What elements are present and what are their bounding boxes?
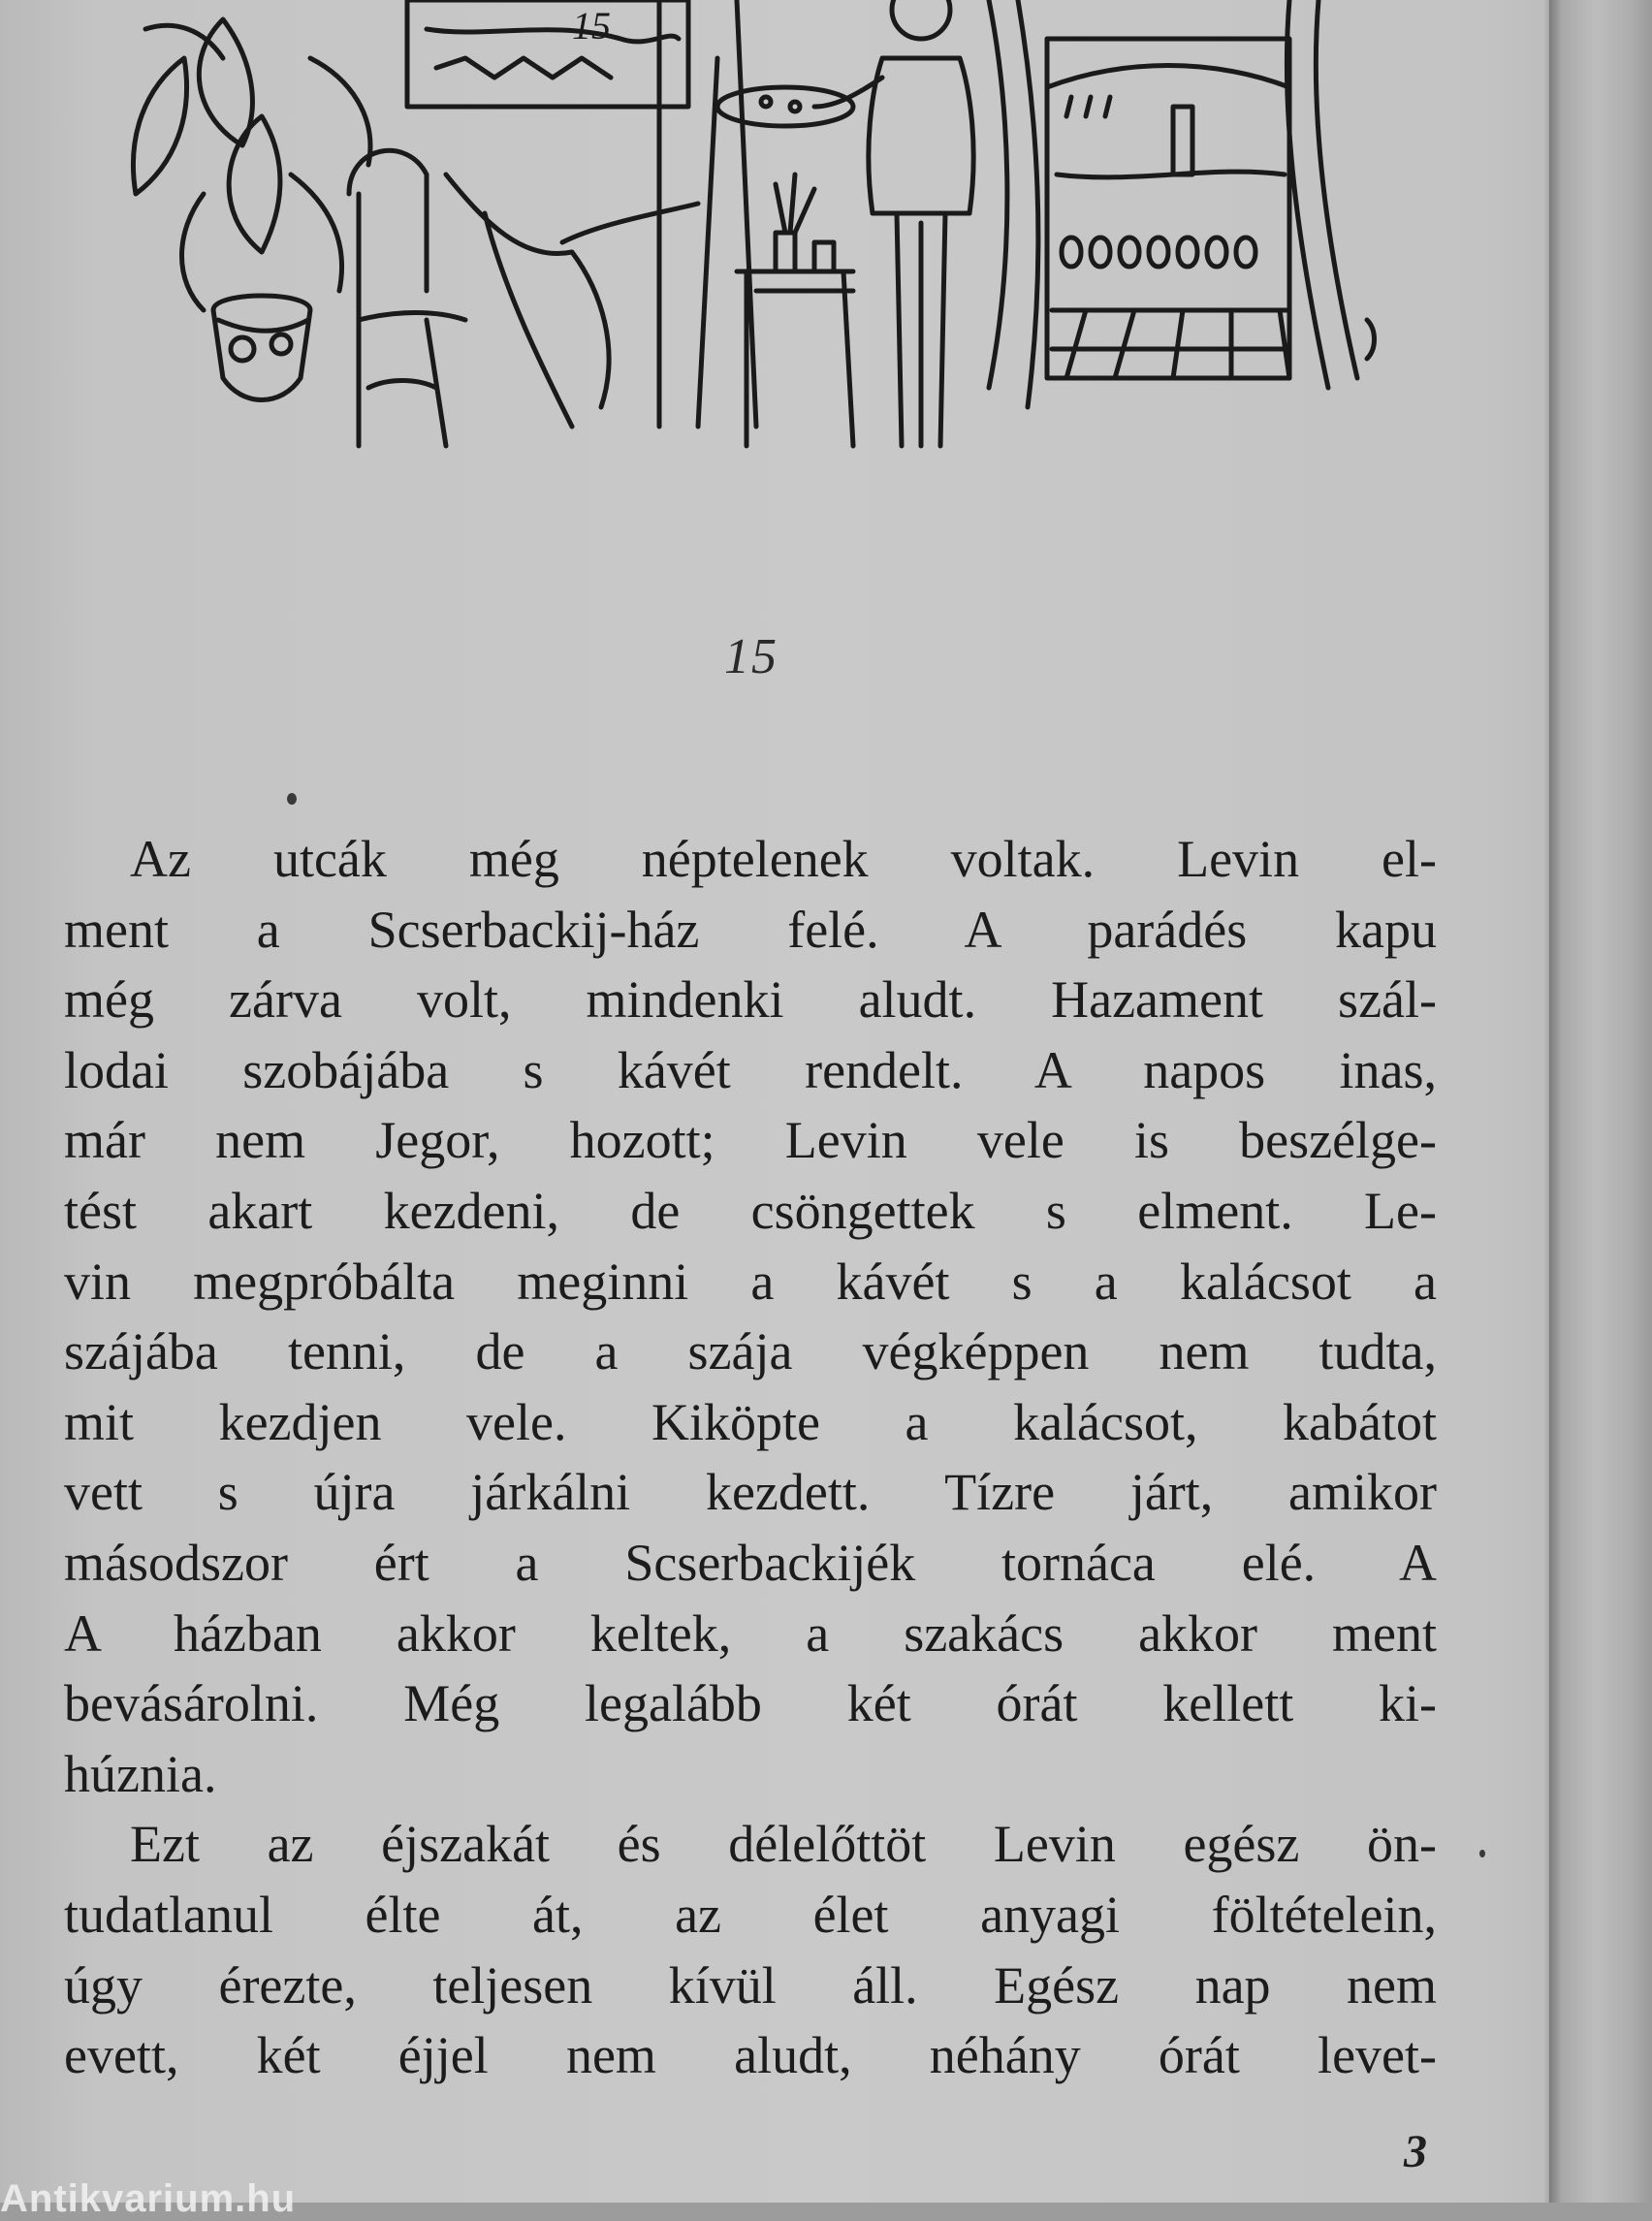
text-line: tudatlanul élte át, az élet anyagi föltételein, xyxy=(64,1885,1437,1944)
page-number: 3 xyxy=(1404,2126,1427,2177)
text-line: ment a Scserbackij-ház felé. A parádés kapu xyxy=(64,900,1437,959)
text-line: vin megpróbálta meginni a kávét s a kalácsot a xyxy=(64,1252,1437,1311)
text-line: szájába tenni, de a szája végképpen nem tudta, xyxy=(64,1322,1437,1381)
print-speck xyxy=(1479,1850,1485,1857)
text-line: bevásárolni. Még legalább két órát kellett ki- xyxy=(64,1674,1437,1733)
text-line: vett s újra járkálni kezdett. Tízre járt, amikor xyxy=(64,1463,1437,1522)
text-line: Ezt az éjszakát és délelőttöt Levin egész ön- xyxy=(130,1815,1437,1874)
text-line: evett, két éjjel nem aludt, néhány órát levet- xyxy=(64,2026,1437,2085)
chapter-illustration xyxy=(116,0,1415,465)
text-line: húznia. xyxy=(64,1744,217,1803)
chapter-number: 15 xyxy=(724,629,778,684)
text-line: másodszor ért a Scserbackijék tornáca elé. A xyxy=(64,1533,1437,1592)
text-line: úgy érezte, teljesen kívül áll. Egész nap nem xyxy=(64,1955,1437,2015)
text-line: Az utcák még néptelenek voltak. Levin el- xyxy=(130,830,1437,888)
body-text xyxy=(64,824,1437,2091)
facing-page-edge xyxy=(1549,0,1652,2203)
text-line: A házban akkor keltek, a szakács akkor ment xyxy=(64,1603,1437,1663)
watermark: Antikvarium.hu xyxy=(0,2177,297,2220)
text-line: már nem Jegor, hozott; Levin vele is beszélge- xyxy=(64,1111,1437,1170)
text-line: még zárva volt, mindenki aludt. Hazament szál- xyxy=(64,970,1437,1030)
print-speck xyxy=(287,793,297,805)
sketch-illustration-icon xyxy=(116,0,1415,465)
text-line: lodai szobájába s kávét rendelt. A napos inas, xyxy=(64,1040,1437,1099)
text-line: tést akart kezdeni, de csöngettek s elment. Le- xyxy=(64,1181,1437,1240)
illustration-numeral: 15 xyxy=(572,4,611,48)
text-line: mit kezdjen vele. Kiköpte a kalácsot, kabátot xyxy=(64,1392,1437,1451)
